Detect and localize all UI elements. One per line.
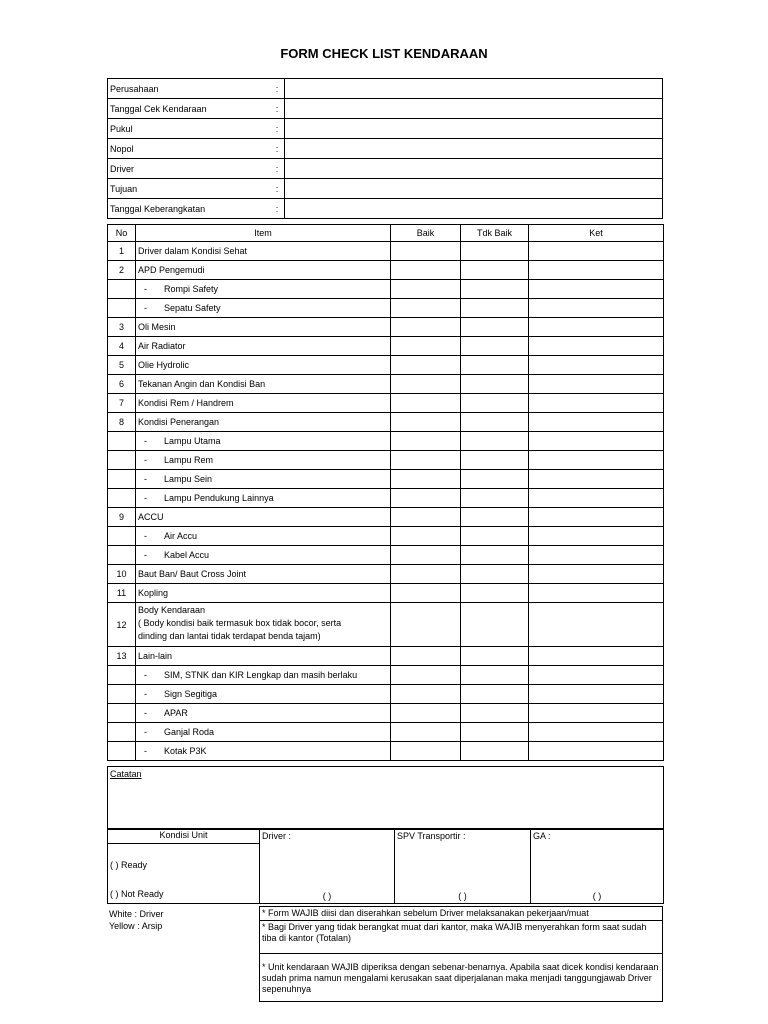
ket-input-cell[interactable] [529,666,664,685]
baik-checkbox-cell[interactable] [391,508,461,527]
ket-input-cell[interactable] [529,508,664,527]
ga-sign-cell[interactable] [531,829,664,904]
item-dash: - [144,474,147,484]
checklist-row [108,356,664,375]
item-cell [136,723,391,742]
tdk-baik-checkbox-cell[interactable] [461,413,529,432]
ket-input-cell[interactable] [529,432,664,451]
baik-checkbox-cell[interactable] [391,432,461,451]
tdk-baik-checkbox-cell[interactable] [461,299,529,318]
tdk-baik-checkbox-cell[interactable] [461,375,529,394]
ket-input-cell[interactable] [529,546,664,565]
item-cell: Lain-lain [136,647,391,666]
checklist-row [108,742,664,761]
row-no [108,666,136,685]
item-cell: Kondisi Penerangan [136,413,391,432]
tdk-baik-checkbox-cell[interactable] [461,666,529,685]
ga-sign-label: GA : [533,831,551,841]
info-label: Tanggal Keberangkatan [108,199,271,219]
tdk-baik-checkbox-cell[interactable] [461,685,529,704]
baik-checkbox-cell[interactable] [391,565,461,584]
header-tdk-baik: Tdk Baik [461,225,529,242]
tdk-baik-checkbox-cell[interactable] [461,356,529,375]
info-value-field[interactable] [285,199,663,219]
ket-input-cell[interactable] [529,647,664,666]
baik-checkbox-cell[interactable] [391,261,461,280]
info-row [108,159,663,179]
driver-sign-paren: ( ) [322,891,332,901]
baik-checkbox-cell[interactable] [391,470,461,489]
tdk-baik-checkbox-cell[interactable] [461,451,529,470]
checklist-row [108,489,664,508]
row-no: 2 [108,261,136,280]
ket-input-cell[interactable] [529,723,664,742]
item-cell [136,527,391,546]
tdk-baik-checkbox-cell[interactable] [461,546,529,565]
tdk-baik-checkbox-cell[interactable] [461,603,529,647]
tdk-baik-checkbox-cell[interactable] [461,242,529,261]
ket-input-cell[interactable] [529,280,664,299]
catatan-label: Catatan [110,769,142,779]
info-value-field[interactable] [285,159,663,179]
checklist-row [108,375,664,394]
row-no: 3 [108,318,136,337]
info-label: Tujuan [108,179,271,199]
baik-checkbox-cell[interactable] [391,413,461,432]
item-cell [136,666,391,685]
checklist-row [108,451,664,470]
kondisi-unit-cell [108,829,260,904]
info-row [108,119,663,139]
tdk-baik-checkbox-cell[interactable] [461,565,529,584]
item-cell: Kondisi Rem / Handrem [136,394,391,413]
ket-input-cell[interactable] [529,565,664,584]
item-label: Lampu Utama [164,436,221,446]
tdk-baik-checkbox-cell[interactable] [461,337,529,356]
row-no: 8 [108,413,136,432]
checklist-row [108,394,664,413]
baik-checkbox-cell[interactable] [391,647,461,666]
item-dash: - [144,531,147,541]
ket-input-cell[interactable] [529,356,664,375]
spv-sign-label: SPV Transportir : [397,831,466,841]
baik-checkbox-cell[interactable] [391,356,461,375]
row-no [108,280,136,299]
row-no: 11 [108,584,136,603]
row-no: 9 [108,508,136,527]
footnote-3: * Unit kendaraan WAJIB diperiksa dengan sebenar-benarnya. Apabila saat dicek kondisi kendaraan sudah prima namun mengalami kerusakan saat diperjalanan maka menjadi tanggungjawab Driver sepenuhnya [260,954,663,1002]
ket-input-cell[interactable] [529,318,664,337]
item-label: SIM, STNK dan KIR Lengkap dan masih berlaku [164,670,358,680]
tdk-baik-checkbox-cell[interactable] [461,394,529,413]
baik-checkbox-cell[interactable] [391,704,461,723]
item-dash: - [144,284,147,294]
row-no: 12 [108,603,136,647]
baik-checkbox-cell[interactable] [391,489,461,508]
baik-checkbox-cell[interactable] [391,299,461,318]
baik-checkbox-cell[interactable] [391,603,461,647]
checklist-row [108,723,664,742]
tdk-baik-checkbox-cell[interactable] [461,647,529,666]
item-cell: Body Kendaraan ( Body kondisi baik termasuk box tidak bocor, serta dinding dan lantai tidak terdapat benda tajam) [136,603,391,647]
checklist-row [108,647,664,666]
item-label: Lampu Rem [164,455,214,465]
info-colon: : [270,159,285,179]
item-cell: APD Pengemudi [136,261,391,280]
info-label: Tanggal Cek Kendaraan [108,99,271,119]
baik-checkbox-cell[interactable] [391,451,461,470]
row-no [108,546,136,565]
row-no [108,451,136,470]
tdk-baik-checkbox-cell[interactable] [461,318,529,337]
header-no: No [108,225,136,242]
item-cell [136,451,391,470]
item-cell [136,742,391,761]
item-cell: Driver dalam Kondisi Sehat [136,242,391,261]
info-label: Nopol [108,139,271,159]
spv-sign-cell[interactable] [395,829,531,904]
checklist-row [108,565,664,584]
info-table [107,78,663,219]
checklist-row [108,508,664,527]
baik-checkbox-cell[interactable] [391,318,461,337]
info-value-field[interactable] [285,139,663,159]
checklist-row [108,299,664,318]
baik-checkbox-cell[interactable] [391,666,461,685]
checklist-row [108,603,664,647]
tdk-baik-checkbox-cell[interactable] [461,584,529,603]
header-baik: Baik [391,225,461,242]
info-colon: : [270,139,285,159]
row-no [108,742,136,761]
info-value-field[interactable] [285,179,663,199]
footnote-1: * Form WAJIB diisi dan diserahkan sebelum Driver melaksanakan pekerjaan/muat [260,907,663,921]
info-row [108,99,663,119]
info-row [108,139,663,159]
baik-checkbox-cell[interactable] [391,337,461,356]
item-cell [136,299,391,318]
item-dash: - [144,550,147,560]
ket-input-cell[interactable] [529,742,664,761]
row-no: 5 [108,356,136,375]
info-label: Driver [108,159,271,179]
spv-sign-paren: ( ) [458,891,467,901]
info-value-field[interactable] [285,119,663,139]
header-ket: Ket [529,225,664,242]
checklist-row [108,584,664,603]
item-label: Air Accu [164,531,198,541]
info-label: Pukul [108,119,271,139]
checklist-row [108,685,664,704]
tdk-baik-checkbox-cell[interactable] [461,470,529,489]
baik-checkbox-cell[interactable] [391,242,461,261]
ket-input-cell[interactable] [529,394,664,413]
ket-input-cell[interactable] [529,704,664,723]
kondisi-unit-title: Kondisi Unit [108,830,259,844]
ket-input-cell[interactable] [529,489,664,508]
checklist-row [108,527,664,546]
item-label: Lampu Pendukung Lainnya [164,493,274,503]
item-cell: Baut Ban/ Baut Cross Joint [136,565,391,584]
info-label: Perusahaan [108,79,271,99]
item-cell [136,704,391,723]
row-no [108,432,136,451]
checklist-row [108,666,664,685]
item-dash: - [144,746,147,756]
ket-input-cell[interactable] [529,375,664,394]
info-colon: : [270,99,285,119]
checklist-row [108,413,664,432]
ket-input-cell[interactable] [529,470,664,489]
row-no [108,527,136,546]
item-label: Rompi Safety [164,284,219,294]
baik-checkbox-cell[interactable] [391,584,461,603]
item-label: Kotak P3K [164,746,207,756]
info-colon: : [270,199,285,219]
info-value-field[interactable] [285,99,663,119]
info-value-field[interactable] [285,79,663,99]
checklist-row [108,470,664,489]
baik-checkbox-cell[interactable] [391,375,461,394]
tdk-baik-checkbox-cell[interactable] [461,432,529,451]
header-item: Item [136,225,391,242]
checklist-row [108,261,664,280]
ket-input-cell[interactable] [529,299,664,318]
checklist-row [108,432,664,451]
item-dash: - [144,493,147,503]
item-cell [136,489,391,508]
checklist-row [108,280,664,299]
info-row [108,179,663,199]
ready-option[interactable]: ( ) Ready [110,860,148,870]
row-no [108,723,136,742]
tdk-baik-checkbox-cell[interactable] [461,489,529,508]
item-cell [136,280,391,299]
catatan-box[interactable] [107,766,664,830]
legend-yellow: Yellow : Arsip [109,921,163,931]
tdk-baik-checkbox-cell[interactable] [461,527,529,546]
item-dash: - [144,455,147,465]
info-row [108,199,663,219]
baik-checkbox-cell[interactable] [391,742,461,761]
signature-table [107,828,664,904]
ket-input-cell[interactable] [529,451,664,470]
row-no [108,299,136,318]
baik-checkbox-cell[interactable] [391,280,461,299]
item-label: Kabel Accu [164,550,210,560]
driver-sign-label: Driver : [262,831,291,841]
row-no [108,489,136,508]
item-cell [136,432,391,451]
form-title: FORM CHECK LIST KENDARAAN [280,46,488,61]
row-no [108,470,136,489]
row-no: 13 [108,647,136,666]
driver-sign-cell[interactable] [260,829,395,904]
item-dash: - [144,689,147,699]
baik-checkbox-cell[interactable] [391,527,461,546]
tdk-baik-checkbox-cell[interactable] [461,742,529,761]
item-dash: - [144,708,147,718]
item-cell: Air Radiator [136,337,391,356]
item-dash: - [144,303,147,313]
baik-checkbox-cell[interactable] [391,546,461,565]
checklist-row [108,704,664,723]
info-row [108,79,663,99]
legend-white: White : Driver [109,909,164,919]
row-no: 7 [108,394,136,413]
ket-input-cell[interactable] [529,603,664,647]
tdk-baik-checkbox-cell[interactable] [461,280,529,299]
row-no: 4 [108,337,136,356]
row-no: 6 [108,375,136,394]
ket-input-cell[interactable] [529,584,664,603]
ket-input-cell[interactable] [529,413,664,432]
item-cell [136,546,391,565]
item-cell: Olie Hydrolic [136,356,391,375]
row-no [108,685,136,704]
baik-checkbox-cell[interactable] [391,723,461,742]
item-cell: Kopling [136,584,391,603]
tdk-baik-checkbox-cell[interactable] [461,261,529,280]
not-ready-option[interactable]: ( ) Not Ready [110,889,164,899]
checklist-table [107,224,664,761]
checklist-row [108,337,664,356]
row-no: 10 [108,565,136,584]
ket-input-cell[interactable] [529,685,664,704]
item-dash: - [144,670,147,680]
ket-input-cell[interactable] [529,261,664,280]
info-colon: : [270,119,285,139]
baik-checkbox-cell[interactable] [391,685,461,704]
checklist-row [108,318,664,337]
item-cell: Tekanan Angin dan Kondisi Ban [136,375,391,394]
checklist-header-row [108,225,664,242]
item-label: Ganjal Roda [164,727,215,737]
ket-input-cell[interactable] [529,242,664,261]
info-colon: : [270,179,285,199]
tdk-baik-checkbox-cell[interactable] [461,704,529,723]
ket-input-cell[interactable] [529,337,664,356]
ket-input-cell[interactable] [529,527,664,546]
item-cell: ACCU [136,508,391,527]
info-colon: : [270,79,285,99]
item-label: Sign Segitiga [164,689,218,699]
item-cell [136,470,391,489]
footnote-table [259,906,663,1002]
footnote-2: * Bagi Driver yang tidak berangkat muat dari kantor, maka WAJIB menyerahkan form saat sudah tiba di kantor (Totalan) [260,921,663,954]
item-label: Lampu Sein [164,474,213,484]
tdk-baik-checkbox-cell[interactable] [461,723,529,742]
checklist-row [108,242,664,261]
row-no: 1 [108,242,136,261]
item-cell: Oli Mesin [136,318,391,337]
tdk-baik-checkbox-cell[interactable] [461,508,529,527]
item-dash: - [144,436,147,446]
row-no [108,704,136,723]
ga-sign-paren: ( ) [592,891,602,901]
item-dash: - [144,727,147,737]
checklist-row [108,546,664,565]
item-label: APAR [164,708,188,718]
item-cell [136,685,391,704]
baik-checkbox-cell[interactable] [391,394,461,413]
item-label: Sepatu Safety [164,303,221,313]
